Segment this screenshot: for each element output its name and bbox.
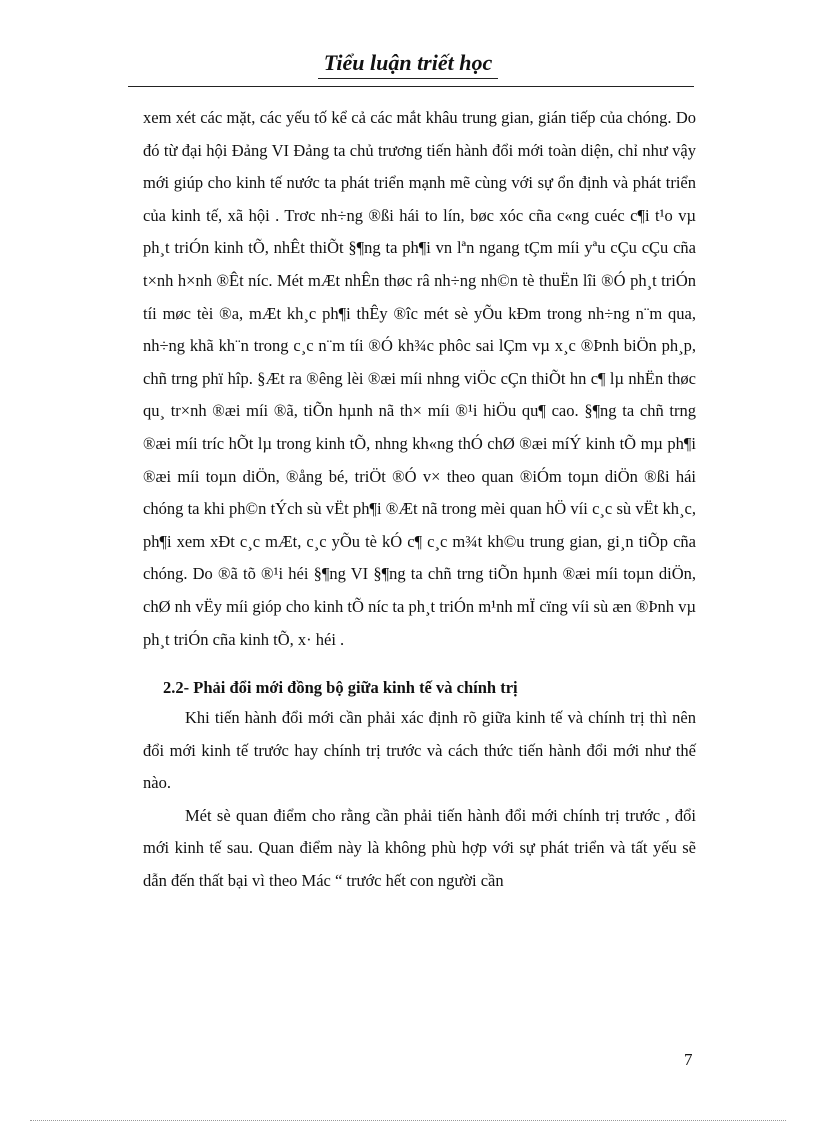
header-divider <box>128 86 694 87</box>
paragraph-1: xem xét các mặt, các yếu tố kể cả các mắt khâu trung gian, gián tiếp của chóng. Do đó từ đại hội Đảng VI Đảng ta chủ trương tiến hành đổi mới toàn diện, chỉ như vậy mới giúp cho kinh tế nước ta phát triển mạnh mẽ cùng với sự ổn định và phát triển của kinh tế, xã hội . Trơc nh÷ng ®ßi hái to lín, bøc xóc cña c«ng cuéc c¶i t¹o vµ ph¸t triÓn kinh tÕ, nhÊt thiÕt §¶ng ta ph¶i vn lªn ngang tÇm míi yªu cÇu cÇu cña t×nh h×nh ®Êt níc. Mét mÆt nhÊn thøc râ nh÷ng nh©n tè thuËn lîi ®Ó ph¸t triÓn tíi møc tèi ®a, mÆt kh¸c ph¶i thÊy ®îc mét sè yÕu kÐm trong nh÷ng n¨m qua, nh÷ng khã kh¨n trong c¸c n¨m tíi ®Ó kh¾c phôc sai lÇm vµ x¸c ®Þnh biÖn ph¸p, chñ trng phï hîp. §Æt ra ®êng lèi ®æi míi nhng viÖc cÇn thiÕt hn c¶ lµ nhËn thøc qu¸ tr×nh ®æi míi ®ã, tiÕn hµnh nã th× míi ®¹i hiÖu qu¶ cao. §¶ng ta chñ trng ®æi míi tríc hÕt lµ trong kinh tÕ, nhng kh«ng thÓ chØ ®æi míÝ kinh tÕ mµ ph¶i ®æi míi toµn diÖn, ®ång bé, triÖt ®Ó v× theo quan ®iÓm toµn diÖn ®ßi hái chóng ta khi ph©n tÝch sù vËt ph¶i ®Æt nã trong mèi quan hÖ víi c¸c sù vËt kh¸c, ph¶i xem xÐt c¸c mÆt, c¸c yÕu tè kÓ c¶ c¸c m¾t kh©u trung gian, gi¸n tiÕp cña chóng. Do ®ã tõ ®¹i héi §¶ng VI §¶ng ta chñ trng tiÕn hµnh ®æi míi toµn diÖn, chØ nh vËy míi gióp cho kinh tÕ níc ta ph¸t triÓn m¹nh mÏ cïng víi sù æn ®Þnh vµ ph¸t triÓn cña kinh tÕ, x· héi . <box>143 108 696 649</box>
paragraph-3: Mét sè quan điểm cho rằng cần phải tiến hành đổi mới chính trị trước , đổi mới kinh tế sau. Quan điểm này là không phù hợp với sự phát triển và tất yếu sẽ dẫn đến thất bại vì theo Mác “ trước hết con người cần <box>143 805 696 891</box>
section-heading: 2.2- Phải đổi mới đồng bộ giữa kinh tế và chính trị <box>163 678 518 698</box>
document-body <box>143 102 696 898</box>
page-bottom-border <box>30 1120 786 1121</box>
page-number: 7 <box>684 1050 693 1069</box>
document-title: Tiểu luận triết học <box>318 50 498 79</box>
page-header <box>0 50 816 79</box>
paragraph-2: Khi tiến hành đổi mới cần phải xác định rõ giữa kinh tế và chính trị thì nên đổi mới kinh tế trước hay chính trị trước và cách thức tiến hành đổi mới như thế nào. <box>143 708 696 793</box>
